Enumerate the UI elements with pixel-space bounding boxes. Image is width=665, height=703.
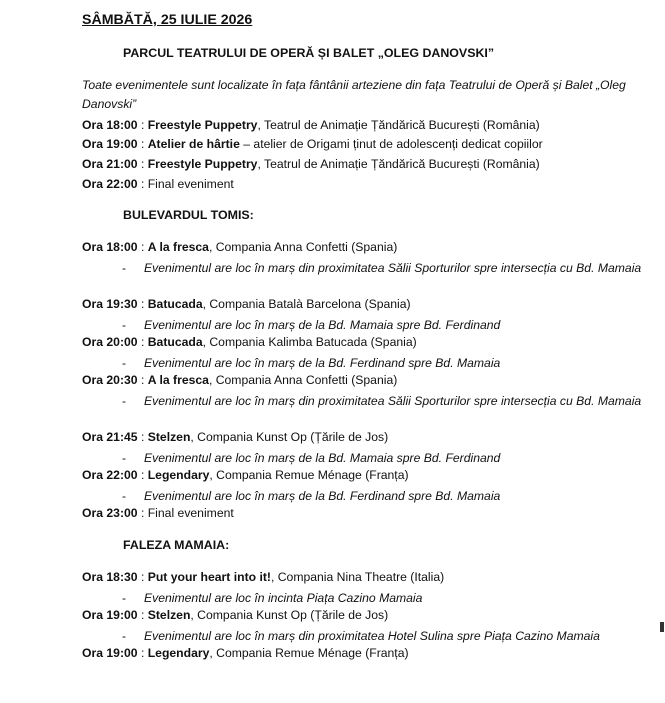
event-detail: - Evenimentul are loc în marș de la Bd. Mamaia spre Bd. Ferdinand — [122, 318, 501, 332]
event-time: Ora 21:00 — [82, 157, 138, 171]
event-detail: - Evenimentul are loc în incinta Piața Cazino Mamaia — [122, 591, 423, 605]
event-row: Ora 19:00 : Legendary, Compania Remue Ménage (Franța) — [82, 646, 409, 660]
event-detail: - Evenimentul are loc în marș de la Bd. Mamaia spre Bd. Ferdinand — [122, 451, 501, 465]
event-name: Stelzen — [147, 430, 191, 444]
event-name: Legendary — [147, 468, 210, 482]
section-note: Toate evenimentele sunt localizate în fața fântânii arteziene din fața Teatrului de Operă și Balet „Oleg Danovski” — [82, 78, 626, 111]
event-row: Ora 19:30 : Batucada, Compania Batalà Barcelona (Spania) — [82, 297, 411, 311]
event-time: Ora 20:30 — [82, 373, 138, 387]
event-detail: - Evenimentul are loc în marș din proximitatea Hotel Sulina spre Piața Cazino Mamaia — [122, 629, 600, 643]
event-time: Ora 18:00 — [82, 240, 138, 254]
event-detail: - Evenimentul are loc în marș de la Bd. Ferdinand spre Bd. Mamaia — [122, 489, 501, 503]
event-name: Freestyle Puppetry — [147, 157, 258, 171]
event-name: Stelzen — [147, 608, 191, 622]
event-time: Ora 20:00 — [82, 335, 138, 349]
event-time: Ora 23:00 — [82, 506, 138, 520]
event-name: Batucada — [147, 297, 203, 311]
section-title-parcul-teatrului: PARCUL TEATRULUI DE OPERĂ ȘI BALET „OLEG DANOVSKI” — [123, 46, 495, 60]
page-edge-mark — [660, 622, 664, 632]
event-detail: - Evenimentul are loc în marș din proximitatea Sălii Sporturilor spre intersecția cu Bd. Mamaia — [122, 261, 642, 275]
event-row: Ora 18:00 : Freestyle Puppetry, Teatrul de Animație Țăndărică București (România) — [82, 118, 540, 132]
section-title-bulevardul-tomis: BULEVARDUL TOMIS: — [123, 208, 254, 222]
section-title-faleza-mamaia: FALEZA MAMAIA: — [123, 538, 230, 552]
event-row: Ora 18:30 : Put your heart into it!, Compania Nina Theatre (Italia) — [82, 570, 445, 584]
event-detail: - Evenimentul are loc în marș de la Bd. Ferdinand spre Bd. Mamaia — [122, 356, 501, 370]
event-row: Ora 20:30 : A la fresca, Compania Anna Confetti (Spania) — [82, 373, 398, 387]
page-date-heading: SÂMBĂTĂ, 25 IULIE 2026 — [82, 12, 253, 28]
event-name: Batucada — [147, 335, 203, 349]
event-time: Ora 19:00 — [82, 137, 138, 151]
event-name: Put your heart into it! — [147, 570, 271, 584]
event-row: Ora 22:00 : Final eveniment — [82, 177, 234, 191]
event-row: Ora 23:00 : Final eveniment — [82, 506, 234, 520]
event-name: Freestyle Puppetry — [147, 118, 258, 132]
event-time: Ora 18:30 — [82, 570, 138, 584]
event-detail: - Evenimentul are loc în marș din proximitatea Sălii Sporturilor spre intersecția cu Bd. Mamaia — [122, 394, 642, 408]
event-row: Ora 19:00 : Atelier de hârtie – atelier de Origami ținut de adolescenți dedicat copiilor — [82, 137, 543, 151]
event-time: Ora 22:00 — [82, 177, 138, 191]
event-time: Ora 21:45 — [82, 430, 138, 444]
event-name: A la fresca — [147, 373, 209, 387]
event-name: Atelier de hârtie — [147, 137, 240, 151]
event-row: Ora 18:00 : A la fresca, Compania Anna Confetti (Spania) — [82, 240, 398, 254]
event-row: Ora 19:00 : Stelzen, Compania Kunst Op (Țările de Jos) — [82, 608, 389, 622]
event-time: Ora 19:00 — [82, 646, 138, 660]
event-row: Ora 22:00 : Legendary, Compania Remue Ménage (Franța) — [82, 468, 409, 482]
event-row: Ora 21:00 : Freestyle Puppetry, Teatrul de Animație Țăndărică București (România) — [82, 157, 540, 171]
event-time: Ora 22:00 — [82, 468, 138, 482]
event-name: A la fresca — [147, 240, 209, 254]
event-time: Ora 19:30 — [82, 297, 138, 311]
event-row: Ora 20:00 : Batucada, Compania Kalimba Batucada (Spania) — [82, 335, 417, 349]
event-time: Ora 18:00 — [82, 118, 138, 132]
event-time: Ora 19:00 — [82, 608, 138, 622]
event-row: Ora 21:45 : Stelzen, Compania Kunst Op (Țările de Jos) — [82, 430, 389, 444]
event-name: Legendary — [147, 646, 210, 660]
